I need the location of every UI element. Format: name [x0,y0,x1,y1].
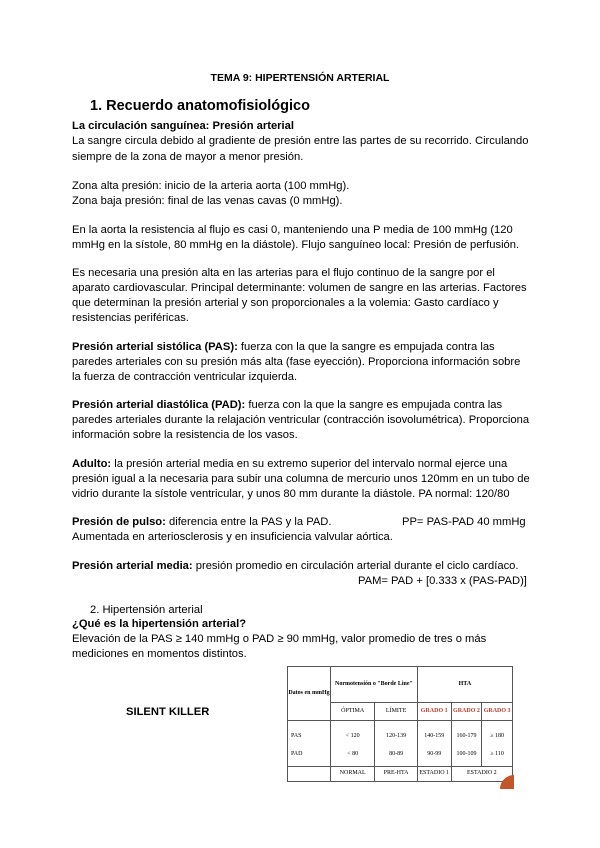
paragraph-line: fuerza con la que la sangre es empujada contra las [245,399,503,411]
col-optima: ÓPTIMA [331,703,375,721]
paragraph-line: Elevación de la PAS ≥ 140 mmHg o PAD ≥ 90 mmHg, valor promedio de tres o más [72,633,487,645]
row-label-pad: PAD [288,744,331,766]
paragraph-line: fuerza con la que la sangre es empujada contra las [237,341,495,353]
table-cell: 160-179 [451,729,482,744]
paragraph-line: paredes arteriales durante la relajación ventricular (contracción isovolumétrica). Proporciona [72,414,530,426]
paragraph-line: diferencia entre la PAS y la PAD. [165,516,332,528]
paragraph-line: Es necesaria una presión alta en las arterias para el flujo continuo de la sangre por el [72,267,495,279]
table-cell: < 120 [331,729,375,744]
footer-normal: NORMAL [331,766,375,781]
term-adulto: Adulto: [72,458,112,470]
pam-formula: PAM= PAD + [0.333 x (PAS-PAD)] [358,575,527,587]
term-media: Presión arterial media: [72,560,193,572]
footer-estadio-1: ESTADIO 1 [417,766,451,781]
paragraph-line: presión igual a la necesaria para subir una columna de mercurio unos 120mm en un tubo de [72,473,530,485]
paragraph-line: que determinan la presión arterial y son proporcionales a la volemia: Gasto cardíaco y [72,297,499,309]
paragraph-line: la presión arterial media en su extremo superior del intervalo normal ejerce una [111,458,508,470]
group-normal: Normotensión o "Borde Line" [331,667,418,703]
paragraph-line: resistencias periféricas. [72,312,189,324]
zone-low: Zona baja presión: final de las venas cavas (0 mmHg). [72,195,343,207]
row-label-pas: PAS [288,729,331,744]
term-pad: Presión arterial diastólica (PAD): [72,399,246,411]
table-cell: ≥ 180 [482,729,513,744]
table-cell: 100-109 [451,744,482,766]
paragraph-line: En la aorta la resistencia al flujo es casi 0, manteniendo una P media de 100 mmHg (120 [72,224,513,236]
pulso-formula: PP= PAS-PAD 40 mmHg [402,516,526,528]
col-grado-1: GRADO 1 [417,703,451,721]
group-hta: HTA [417,667,512,703]
term-pulso: Presión de pulso: [72,516,166,528]
table-cell: ≥ 110 [482,744,513,766]
paragraph-line: presión promedio en circulación arterial durante el ciclo cardíaco. [192,560,519,572]
silent-killer: SILENT KILLER [126,706,210,718]
table-corner: Datos en mmHg [288,667,331,721]
question-hta: ¿Qué es la hipertensión arterial? [72,618,247,630]
table-cell: < 80 [331,744,375,766]
section-heading-1: 1. Recuerdo anatomofisiológico [90,98,310,114]
paragraph-line: aparato cardiovascular. Principal determinante: volumen de sangre en las arterias. Factores [72,282,527,294]
table-cell: 90-99 [417,744,451,766]
term-pas: Presión arterial sistólica (PAS): [72,341,238,353]
paragraph-line: mmHg en la sístole, 80 mmHg en la diástole). Flujo sanguíneo local: Presión de perfusión. [72,239,520,251]
paragraph-line: la fuerza de contracción ventricular izquierda. [72,371,298,383]
table-cell: 80-89 [375,744,417,766]
subheading-circulacion: La circulación sanguínea: Presión arterial [72,120,294,132]
footer-estadio-2: ESTADIO 2 [451,766,512,781]
paragraph-line: información sobre la resistencia de los vasos. [72,429,298,441]
blood-pressure-table [287,666,513,782]
paragraph-line: vidrio durante la sístole ventricular, y unos 80 mm durante la diástole. PA normal: 120/80 [72,488,510,500]
paragraph-line: mediciones en momentos distintos. [72,648,247,660]
paragraph-line: La sangre circula debido al gradiente de presión entre las partes de su recorrido. Circulando [72,135,529,147]
section-heading-2: 2. Hipertensión arterial [90,604,203,616]
col-grado-3: GRADO 3 [482,703,513,721]
footer-pre-hta: PRE-HTA [375,766,417,781]
col-limite: LÍMITE [375,703,417,721]
zone-high: Zona alta presión: inicio de la arteria aorta (100 mmHg). [72,180,350,192]
paragraph-line: Aumentada en arteriosclerosis y en insuficiencia valvular aórtica. [72,531,393,543]
col-grado-2: GRADO 2 [451,703,482,721]
paragraph-line: siempre de la zona de mayor a menor presión. [72,151,304,163]
table-cell: 120-139 [375,729,417,744]
table-cell: 140-159 [417,729,451,744]
paragraph-line: paredes arteriales con su presión más alta (fase eyección). Proporciona información sobre [72,356,521,368]
document-title: TEMA 9: HIPERTENSIÓN ARTERIAL [210,72,390,84]
